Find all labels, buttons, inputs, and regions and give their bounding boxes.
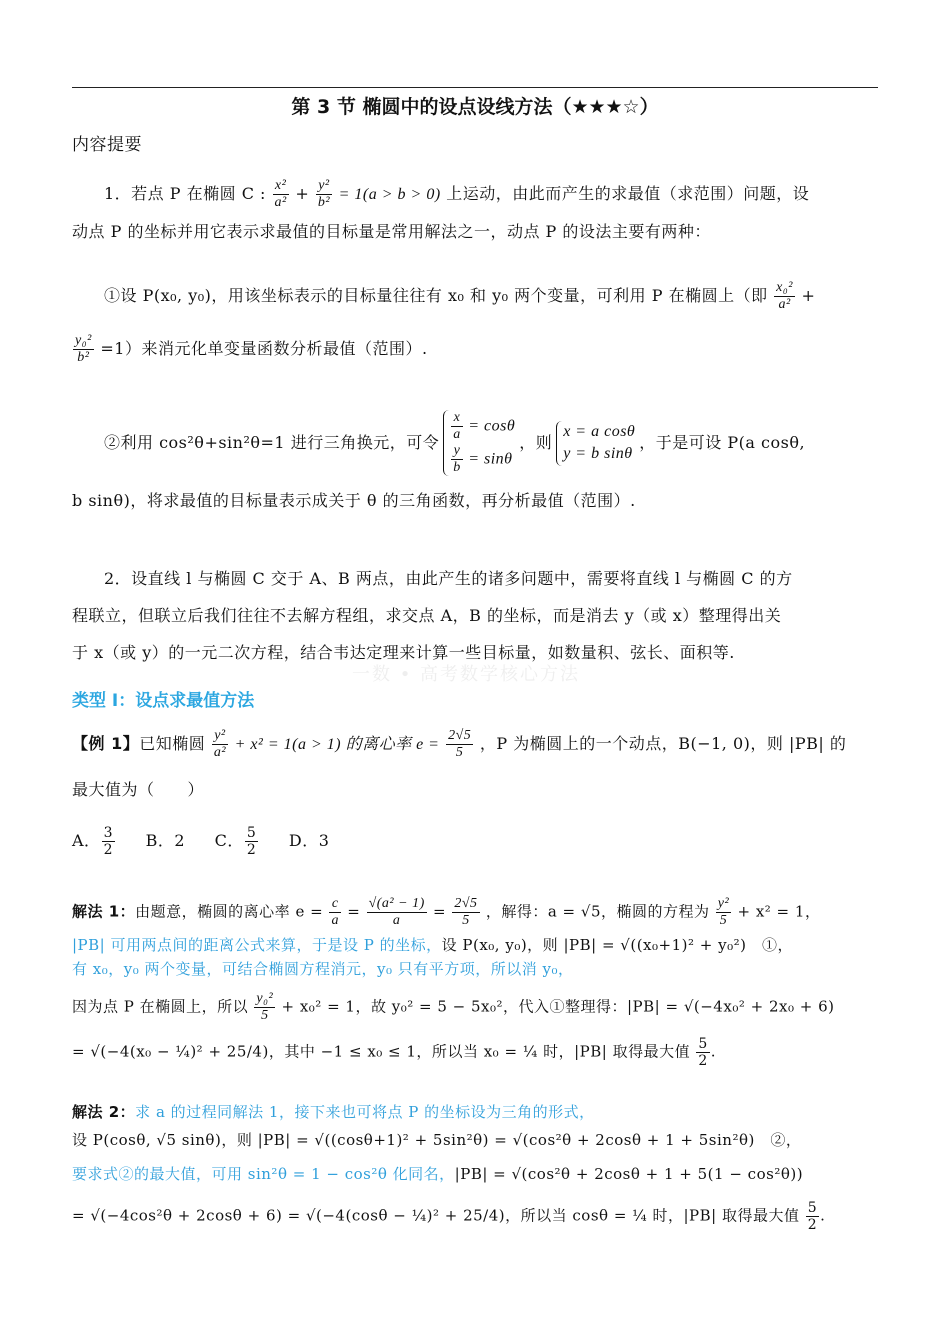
watermark: 一数 • 高考数学核心方法 bbox=[352, 664, 581, 685]
option-d: D．3 bbox=[288, 831, 330, 851]
method-2 bbox=[72, 410, 878, 514]
options: A． $\frac{3}{2}$ B．2 C． $\frac{5}{2}$ D．3 bbox=[72, 825, 330, 859]
p1-text-a: 1．若点 P 在椭圆 C : bbox=[104, 184, 266, 204]
p1-2-text-b: ，则 bbox=[519, 433, 553, 453]
example-1: 【例 1】已知椭圆 $\frac{\text{y²}}{\text{a²}}$ + x² = 1(a > 1) 的离心率 e = $\frac{2√5}{5}$ ，P 为椭圆上的一个动点，B(−1, 0)，则 |PB| 的 最大值为（ ） A． $\frac{3}{2}$ B．2 C． $\frac{5}{2}$ D．3 bbox=[72, 728, 878, 858]
trig-substitution-system: $\frac{x}{a}$ = cosθ $\frac{y}{b}$ = sinθ bbox=[443, 410, 515, 476]
p1-2-text-d: b sinθ)，将求最值的目标量表示成关于 θ 的三角函数，再分析最值（范围）. bbox=[72, 491, 636, 511]
type1-heading: 类型 I：设点求最值方法 bbox=[72, 691, 255, 711]
param-system: x = a cosθ y = b sinθ bbox=[556, 421, 635, 466]
page-title: 第 3 节 椭圆中的设点设线方法（★★★☆） bbox=[291, 96, 659, 118]
hint-2: 有 x₀，y₀ 两个变量，可结合椭圆方程消元，y₀ 只有平方项，所以消 y₀， bbox=[72, 960, 574, 979]
solution-1: 解法 1：由题意，椭圆的离心率 e = $\frac{c}{a}$ = $\frac{\text{√(a² − 1)}}{a}$ = $\frac{2√5}{5}$ ，解得：a = √5，椭圆的方程为 $\frac{\text{y²}}{5}$ + x² = 1， |PB| 可用两点间的距离公式来算，于是设 P 的坐标，设 P(x₀, y₀)，则 |PB| = √((x₀+1)² + y₀²) ①， 有 x₀，y₀ 两个变量，可结合椭圆方程消元，y₀ 只有平方项，所以消 y₀， 因为点 P 在椭圆上，所以 $\frac{\text{y₀²}}{5}$ + x₀² = 1，故 y₀² = 5 − 5x₀²，代入①整理得：|PB| = √(−4x₀² + 2x₀ + 6) = √(−4(x₀ − ¼)² + 25/4)，其中 −1 ≤ x₀ ≤ 1，所以当 x₀ = ¼ 时，|PB| 取得最大值 $\frac{5}{2}$ . bbox=[72, 896, 878, 1070]
hint-1: |PB| 可用两点间的距离公式来算，于是设 P 的坐标， bbox=[72, 936, 442, 955]
fraction-x0-a2: $\frac{\text{x₀²}}{\text{a²}}$ bbox=[776, 280, 793, 313]
paragraph-1: 1．若点 P 在椭圆 C : $\frac{\text{x²}}{\text{a²}}$ + $\frac{\text{y²}}{\text{b²}}$ = 1(a > b > 0) 上运动，由此而产生的求最值（求范围）问题，设 动点 P 的坐标并用它表示求最值的目标量是常用解法之一，动点 P 的设法主要有两种： bbox=[72, 178, 878, 245]
p1-2-text-c: ，于是可设 P(a cosθ, bbox=[639, 433, 806, 453]
option-c: C． bbox=[214, 831, 244, 851]
option-a: A． bbox=[72, 831, 101, 851]
fraction-y0-b2: $\frac{\text{y₀²}}{\text{b²}}$ bbox=[75, 333, 92, 366]
hint-4: 要求式②的最大值，可用 sin²θ = 1 − cos²θ 化同名， bbox=[72, 1165, 455, 1183]
paragraph-2: 2．设直线 l 与椭圆 C 交于 A、B 两点，由此产生的诸多问题中，需要将直线 l 与椭圆 C 的方 程联立，但联立后我们往往不去解方程组，求交点 A，B 的坐标，而是消去 y（或 x）整理得出关 于 x（或 y）的一元二次方程，结合韦达定理来计算一些目标量，如数量积、弦长、面积等. bbox=[72, 569, 793, 662]
p1-2-text-a: ②利用 cos²θ+sin²θ=1 进行三角换元，可令 bbox=[104, 433, 440, 453]
option-b: B．2 bbox=[145, 831, 186, 851]
fraction-y2-b2: $\frac{\text{y²}}{\text{b²}}$ bbox=[317, 178, 331, 211]
p1-1-text-b: =1）来消元化单变量函数分析最值（范围）. bbox=[100, 339, 428, 359]
p1-text-c: 动点 P 的坐标并用它表示求最值的目标量是常用解法之一，动点 P 的设法主要有两种： bbox=[72, 222, 711, 242]
hint-3: 求 a 的过程同解法 1，接下来也可将点 P 的坐标设为三角的形式， bbox=[135, 1103, 595, 1121]
top-rule bbox=[72, 87, 878, 88]
p1-text-b: 上运动，由此而产生的求最值（求范围）问题，设 bbox=[446, 184, 810, 204]
fraction-x2-a2: $\frac{\text{x²}}{\text{a²}}$ bbox=[274, 178, 287, 211]
p1-1-text-a: ①设 P(x₀, y₀)，用该坐标表示的目标量往往有 x₀ 和 y₀ 两个变量，可利用 P 在椭圆上（即 bbox=[104, 286, 768, 306]
summary-heading: 内容提要 bbox=[72, 135, 142, 155]
solution-2: 解法 2：求 a 的过程同解法 1，接下来也可将点 P 的坐标设为三角的形式， 设 P(cosθ, √5 sinθ)，则 |PB| = √((cosθ+1)² + 5sin²θ) = √(cos²θ + 2cosθ + 1 + 5sin²θ) ②， 要求式②的最大值，可用 sin²θ = 1 − cos²θ 化同名，|PB| = √(cos²θ + 2cosθ + 1 + 5(1 − cos²θ)) = √(−4cos²θ + 2cosθ + 6) = √(−4(cosθ − ¼)² + 25/4)，所以当 cosθ = ¼ 时，|PB| 取得最大值 $\frac{5}{2}$ . bbox=[72, 1103, 826, 1234]
method-1: ①设 P(x₀, y₀)，用该坐标表示的目标量往往有 x₀ 和 y₀ 两个变量，可利用 P 在椭圆上（即 $\frac{\text{x₀²}}{\text{a²}}$ + $\frac{\text{y₀²}}{\text{b²}}$ =1）来消元化单变量函数分析最值（范围）. bbox=[75, 280, 816, 366]
